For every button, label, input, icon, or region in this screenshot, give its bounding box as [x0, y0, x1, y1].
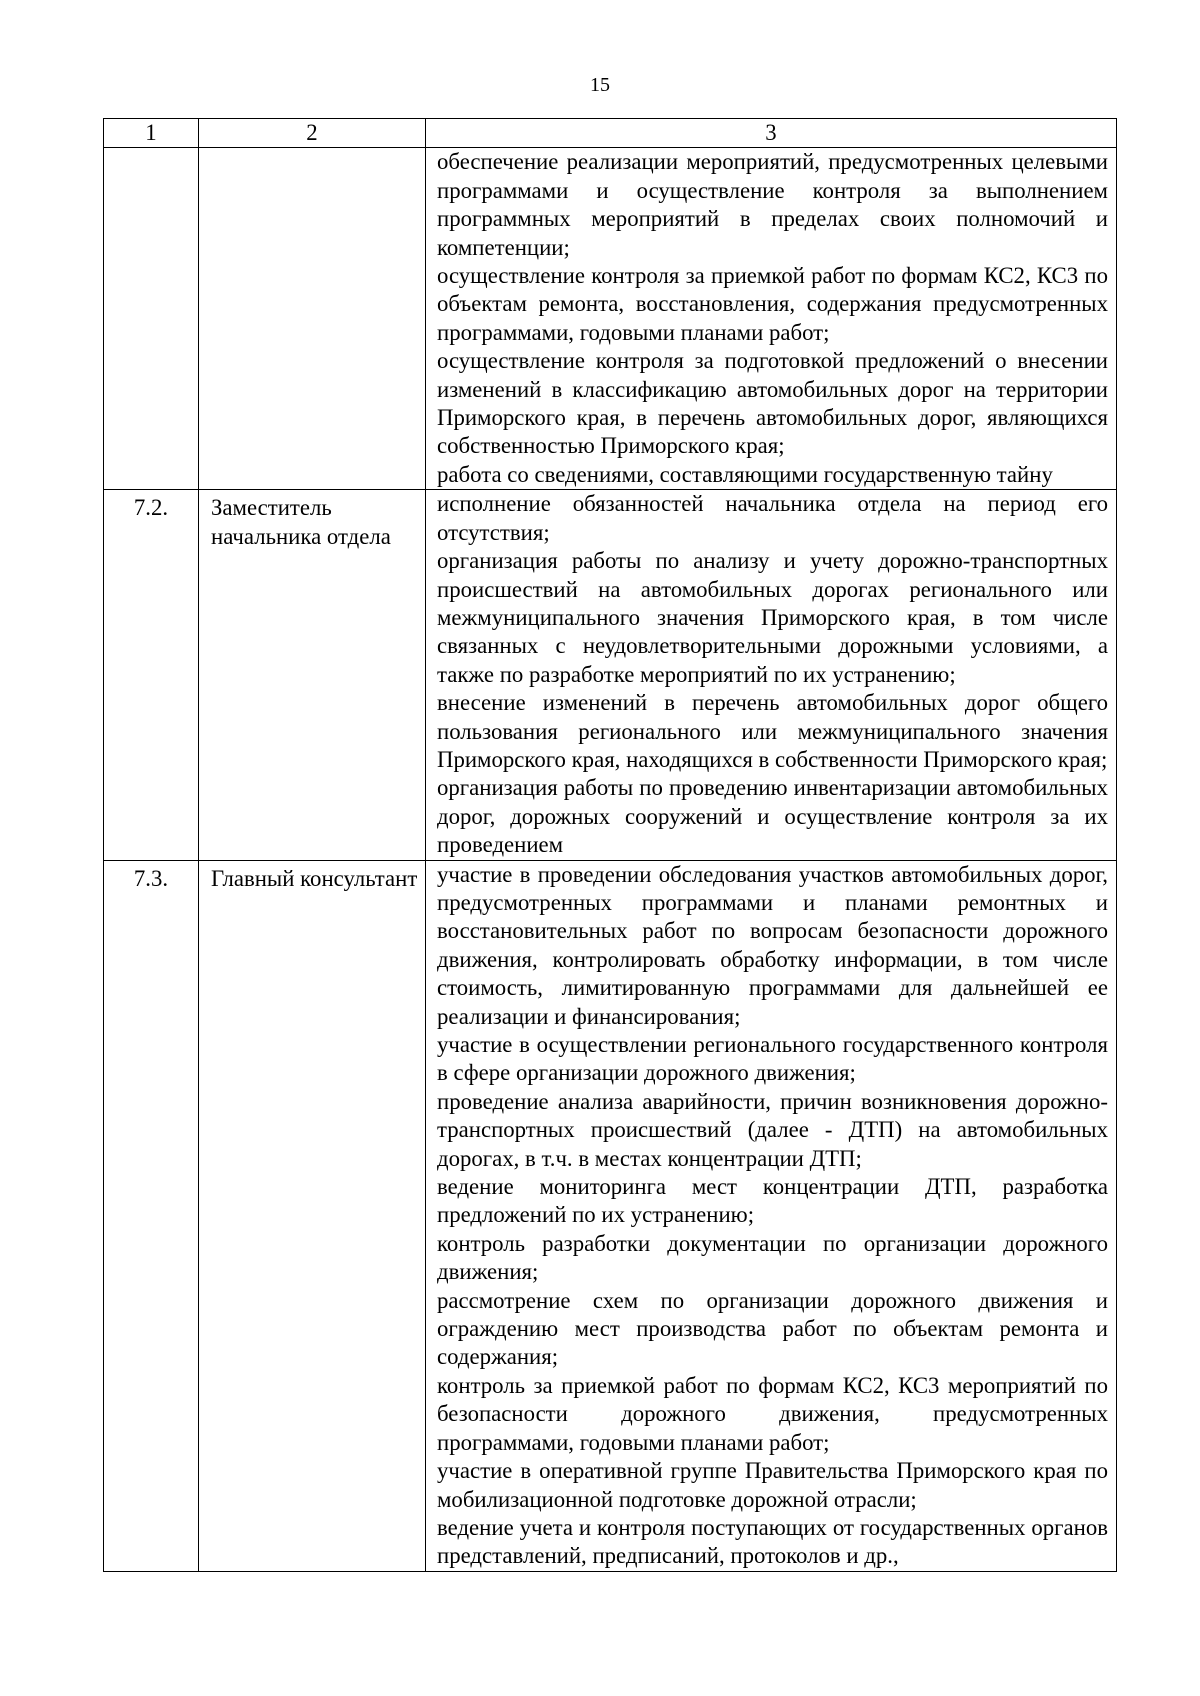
- duty-item: участие в осуществлении регионального государственного контроля в сфере организации дорожного движения;: [437, 1032, 1108, 1086]
- duty-item: проведение анализа аварийности, причин возникновения дорожно-транспортных происшествий (далее - ДТП) на автомобильных дорогах, в т.ч. в местах концентрации ДТП;: [437, 1088, 1108, 1171]
- position-title: Заместитель начальника отдела: [199, 490, 426, 860]
- duty-item: работа со сведениями, составляющими государственную тайну: [437, 461, 1053, 487]
- page-number: 15: [590, 74, 610, 96]
- duty-item: участие в оперативной группе Правительства Приморского края по мобилизационной подготовке дорожной отрасли;: [437, 1458, 1108, 1512]
- duties-cell: [426, 860, 1117, 1571]
- row-number: [104, 148, 199, 490]
- duties-cell: [426, 490, 1117, 860]
- duty-item: осуществление контроля за подготовкой предложений о внесении изменений в классификацию автомобильных дорог на территории Приморского края, в перечень автомобильных дорог, являющихся собственностью Приморского края;: [437, 348, 1108, 459]
- duty-item: контроль за приемкой работ по формам КС2, КС3 мероприятий по безопасности дорожного движения, предусмотренных программами, годовыми планами работ;: [437, 1372, 1108, 1455]
- duty-item: осуществление контроля за приемкой работ по формам КС2, КС3 по объектам ремонта, восстановления, содержания предусмотренных программами, годовыми планами работ;: [437, 263, 1108, 345]
- duty-item: организация работы по анализу и учету дорожно-транспортных происшествий на автомобильных дорогах регионального или межмуниципального значения Приморского края, в том числе связанных с неудовлетворительными дорожными условиями, а также по разработке мероприятий по их устранению;: [437, 548, 1108, 687]
- column-header-3: 3: [426, 119, 1117, 148]
- table-row-7-3: [104, 860, 1117, 1571]
- duty-item: контроль разработки документации по организации дорожного движения;: [437, 1230, 1108, 1285]
- duty-item: обеспечение реализации мероприятий, предусмотренных целевыми программами и осуществление контроля за выполнением программных мероприятий в пределах своих полномочий и компетенции;: [437, 149, 1108, 260]
- table-row-7-2: [104, 490, 1117, 860]
- row-number: 7.2.: [104, 490, 199, 860]
- duty-item: участие в проведении обследования участков автомобильных дорог, предусмотренных программами и планами ремонтных и восстановительных работ по вопросам безопасности дорожного движения, контролировать обработку информации, в том числе стоимость, лимитированную программами для дальнейшей ее реализации и финансирования;: [437, 861, 1108, 1029]
- duty-item: исполнение обязанностей начальника отдела на период его отсутствия;: [437, 491, 1108, 545]
- row-number: 7.3.: [104, 860, 199, 1571]
- duty-item: внесение изменений в перечень автомобильных дорог общего пользования регионального или межмуниципального значения Приморского края, находящихся в собственности Приморского края;: [437, 690, 1108, 772]
- duties-cell: [426, 148, 1117, 490]
- position-title: Главный консультант: [199, 860, 426, 1571]
- duties-table: [103, 118, 1117, 1572]
- column-header-2: 2: [199, 119, 426, 148]
- table-row-continuation: [104, 148, 1117, 490]
- column-header-1: 1: [104, 119, 199, 148]
- table-header-row: [104, 119, 1117, 148]
- duty-item: ведение мониторинга мест концентрации ДТП, разработка предложений по их устранению;: [437, 1174, 1108, 1228]
- duty-item: рассмотрение схем по организации дорожного движения и ограждению мест производства работ по объектам ремонта и содержания;: [437, 1287, 1108, 1370]
- duty-item: организация работы по проведению инвентаризации автомобильных дорог, дорожных сооружений и осуществление контроля за их проведением: [437, 775, 1108, 858]
- position-title: [199, 148, 426, 490]
- duty-item: ведение учета и контроля поступающих от государственных органов представлений, предписаний, протоколов и др.,: [437, 1514, 1108, 1569]
